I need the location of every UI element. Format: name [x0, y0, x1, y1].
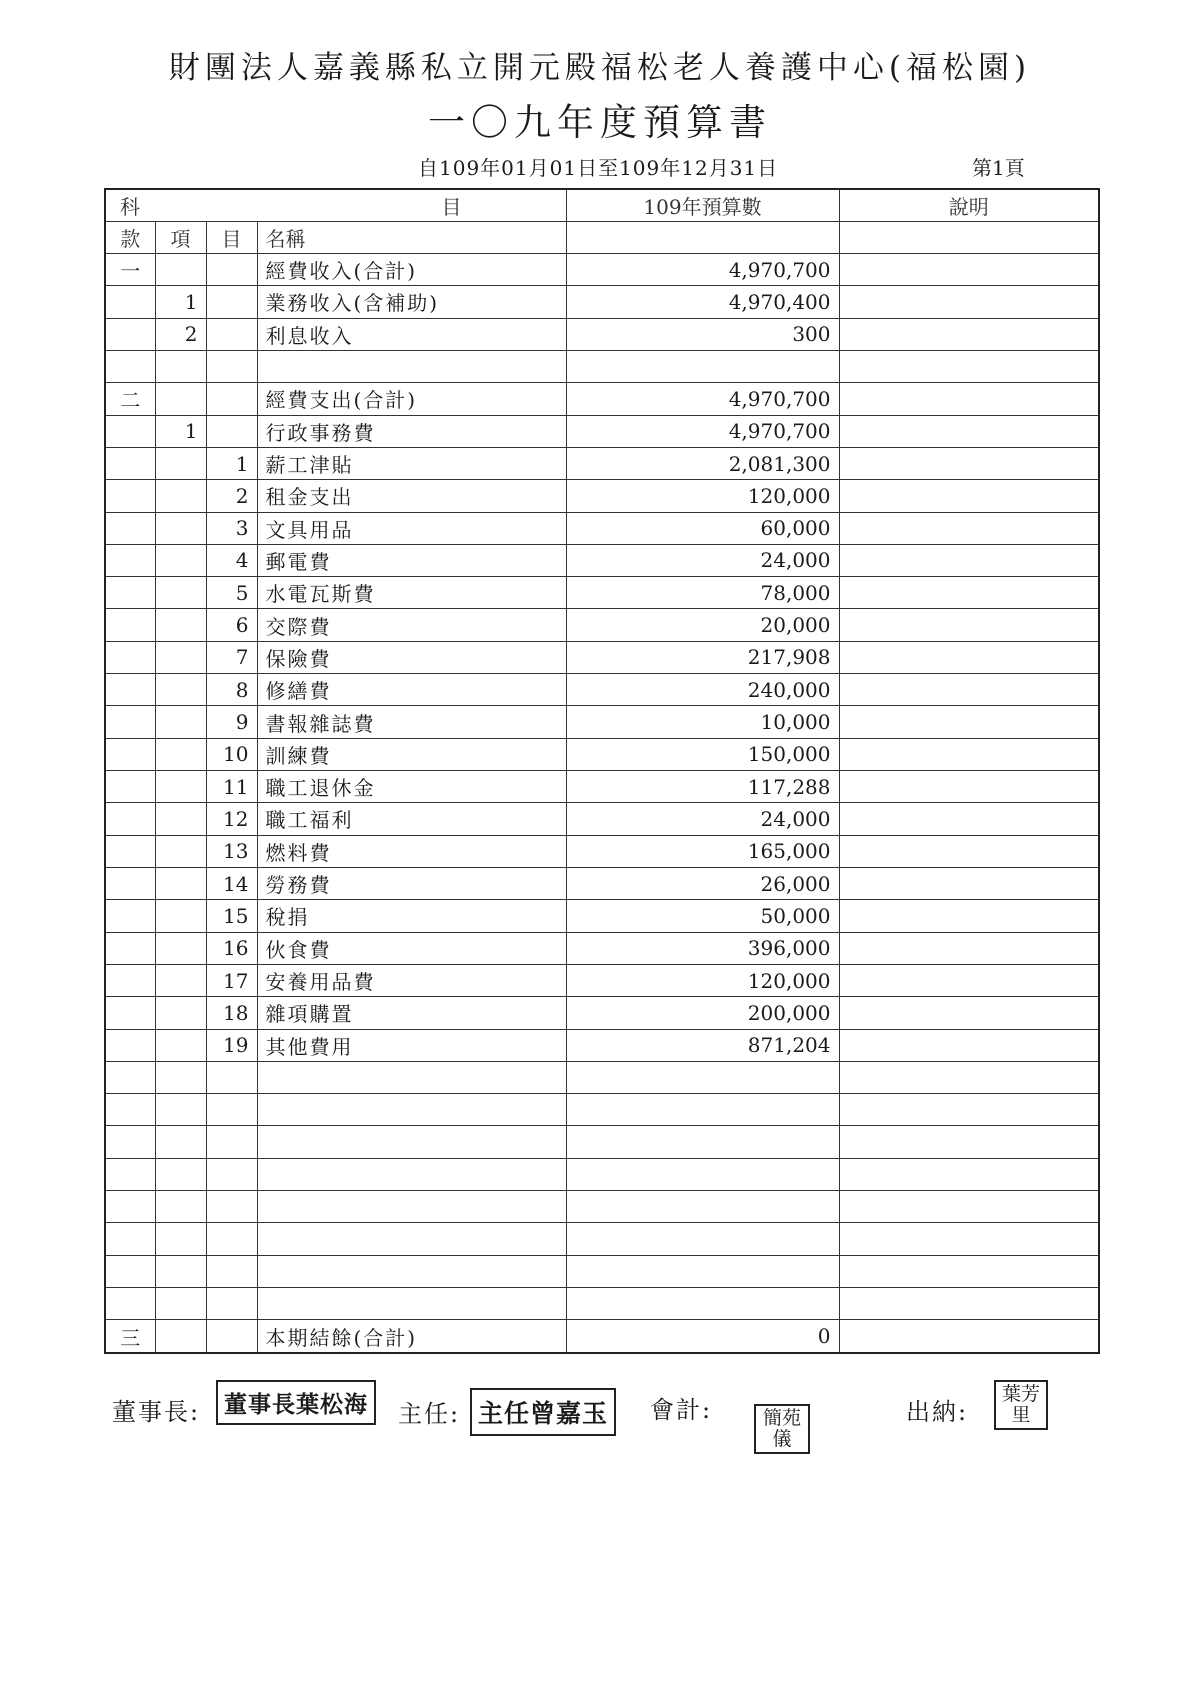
- amount-cell: [566, 1158, 839, 1190]
- note-cell: [839, 415, 1099, 447]
- table-row: [105, 577, 1099, 609]
- table-row: [105, 415, 1099, 447]
- table-row: [105, 1158, 1099, 1190]
- note-cell: [839, 867, 1099, 899]
- table-subheader-row: [105, 222, 1099, 254]
- amount-cell: 0: [566, 1320, 839, 1353]
- table-row: [105, 1320, 1099, 1353]
- amount-cell: [566, 1288, 839, 1320]
- amount-cell: 24,000: [566, 544, 839, 576]
- note-cell: [839, 1288, 1099, 1320]
- table-row: [105, 544, 1099, 576]
- table-row: [105, 1288, 1099, 1320]
- table-row: [105, 867, 1099, 899]
- name-cell: 保險費: [257, 641, 566, 673]
- table-row: [105, 706, 1099, 738]
- mu-cell: [206, 383, 257, 415]
- kuan-cell: [105, 447, 155, 479]
- amount-cell: 78,000: [566, 577, 839, 609]
- note-cell: [839, 577, 1099, 609]
- mu-cell: 5: [206, 577, 257, 609]
- kuan-cell: [105, 1288, 155, 1320]
- table-row: [105, 1255, 1099, 1287]
- xiang-cell: [155, 577, 206, 609]
- director-label: 主任:: [398, 1400, 461, 1428]
- mu-cell: [206, 1223, 257, 1255]
- subject-header-left: 科: [120, 195, 140, 219]
- kuan-cell: [105, 641, 155, 673]
- note-cell: [839, 738, 1099, 770]
- mu-cell: 19: [206, 1029, 257, 1061]
- name-cell: 職工退休金: [257, 771, 566, 803]
- mu-cell: 7: [206, 641, 257, 673]
- kuan-cell: [105, 1126, 155, 1158]
- table-row: [105, 286, 1099, 318]
- xiang-cell: [155, 674, 206, 706]
- xiang-cell: [155, 1223, 206, 1255]
- xiang-cell: [155, 480, 206, 512]
- table-row: [105, 447, 1099, 479]
- xiang-cell: 1: [155, 415, 206, 447]
- name-cell: 其他費用: [257, 1029, 566, 1061]
- xiang-cell: [155, 1029, 206, 1061]
- kuan-cell: [105, 1191, 155, 1223]
- subject-header-right: 目: [441, 195, 462, 219]
- name-cell: 稅捐: [257, 900, 566, 932]
- name-cell: [257, 1158, 566, 1190]
- mu-header: 目: [206, 222, 257, 254]
- cashier-stamp: 葉芳里: [994, 1380, 1048, 1430]
- name-cell: [257, 1288, 566, 1320]
- note-cell: [839, 641, 1099, 673]
- xiang-cell: 2: [155, 318, 206, 350]
- mu-cell: [206, 1126, 257, 1158]
- note-cell: [839, 1029, 1099, 1061]
- amount-cell: 117,288: [566, 771, 839, 803]
- name-cell: 業務收入(含補助): [257, 286, 566, 318]
- note-cell: [839, 350, 1099, 382]
- kuan-cell: [105, 512, 155, 544]
- xiang-cell: [155, 350, 206, 382]
- amount-cell: [566, 1191, 839, 1223]
- mu-cell: [206, 1158, 257, 1190]
- xiang-cell: 1: [155, 286, 206, 318]
- name-cell: 行政事務費: [257, 415, 566, 447]
- mu-cell: [206, 415, 257, 447]
- note-cell: [839, 512, 1099, 544]
- accountant-label: 會計:: [650, 1396, 713, 1424]
- note-cell: [839, 900, 1099, 932]
- xiang-cell: [155, 641, 206, 673]
- name-cell: 伙食費: [257, 932, 566, 964]
- mu-cell: [206, 1191, 257, 1223]
- kuan-cell: [105, 609, 155, 641]
- amount-cell: 150,000: [566, 738, 839, 770]
- accountant-stamp: 簡苑儀: [754, 1404, 810, 1454]
- organization-name: 財團法人嘉義縣私立開元殿福松老人養護中心(福松園): [168, 50, 1032, 86]
- xiang-cell: [155, 771, 206, 803]
- budget-header: 109年預算數: [566, 189, 839, 222]
- mu-cell: [206, 350, 257, 382]
- xiang-cell: [155, 1288, 206, 1320]
- amount-cell: 300: [566, 318, 839, 350]
- mu-cell: 8: [206, 674, 257, 706]
- note-cell: [839, 997, 1099, 1029]
- note-cell: [839, 318, 1099, 350]
- table-row: [105, 641, 1099, 673]
- name-cell: 水電瓦斯費: [257, 577, 566, 609]
- name-cell: 燃料費: [257, 835, 566, 867]
- note-cell: [839, 1061, 1099, 1093]
- name-header: 名稱: [257, 222, 566, 254]
- note-cell: [839, 1191, 1099, 1223]
- mu-cell: [206, 1061, 257, 1093]
- name-cell: [257, 1126, 566, 1158]
- amount-cell: 200,000: [566, 997, 839, 1029]
- xiang-cell: [155, 706, 206, 738]
- xiang-cell: [155, 997, 206, 1029]
- table-row: [105, 932, 1099, 964]
- mu-cell: [206, 1320, 257, 1353]
- table-row: [105, 350, 1099, 382]
- amount-cell: 871,204: [566, 1029, 839, 1061]
- kuan-cell: [105, 544, 155, 576]
- kuan-cell: [105, 480, 155, 512]
- table-row: [105, 1029, 1099, 1061]
- amount-cell: 4,970,400: [566, 286, 839, 318]
- note-cell: [839, 674, 1099, 706]
- mu-cell: [206, 1255, 257, 1287]
- amount-cell: 4,970,700: [566, 383, 839, 415]
- mu-cell: [206, 1094, 257, 1126]
- note-cell: [839, 1094, 1099, 1126]
- amount-cell: 10,000: [566, 706, 839, 738]
- kuan-cell: 一: [105, 254, 155, 286]
- chairman-label: 董事長:: [112, 1398, 201, 1426]
- budget-period: 自109年01月01日至109年12月31日: [418, 156, 779, 180]
- table-row: [105, 254, 1099, 286]
- mu-cell: 1: [206, 447, 257, 479]
- xiang-cell: [155, 544, 206, 576]
- note-subheader-empty: [839, 222, 1099, 254]
- amount-cell: [566, 1223, 839, 1255]
- kuan-cell: [105, 350, 155, 382]
- amount-cell: 26,000: [566, 867, 839, 899]
- table-row: [105, 1223, 1099, 1255]
- xiang-cell: [155, 254, 206, 286]
- kuan-cell: [105, 1029, 155, 1061]
- table-row: [105, 803, 1099, 835]
- table-row: [105, 835, 1099, 867]
- table-row: [105, 1094, 1099, 1126]
- kuan-cell: [105, 1061, 155, 1093]
- kuan-header: 款: [105, 222, 155, 254]
- kuan-cell: [105, 318, 155, 350]
- amount-cell: 120,000: [566, 964, 839, 996]
- note-cell: [839, 1223, 1099, 1255]
- kuan-cell: [105, 706, 155, 738]
- amount-cell: 396,000: [566, 932, 839, 964]
- kuan-cell: [105, 1158, 155, 1190]
- xiang-cell: [155, 835, 206, 867]
- amount-cell: 2,081,300: [566, 447, 839, 479]
- amount-cell: 20,000: [566, 609, 839, 641]
- kuan-cell: 三: [105, 1320, 155, 1353]
- xiang-cell: [155, 1191, 206, 1223]
- kuan-cell: [105, 1223, 155, 1255]
- kuan-cell: [105, 835, 155, 867]
- note-cell: [839, 383, 1099, 415]
- note-cell: [839, 544, 1099, 576]
- note-cell: [839, 706, 1099, 738]
- name-cell: 安養用品費: [257, 964, 566, 996]
- name-cell: [257, 1094, 566, 1126]
- amount-cell: 217,908: [566, 641, 839, 673]
- xiang-cell: [155, 1255, 206, 1287]
- subject-header: [105, 189, 566, 222]
- name-cell: 本期結餘(合計): [257, 1320, 566, 1353]
- mu-cell: [206, 1288, 257, 1320]
- name-cell: 交際費: [257, 609, 566, 641]
- xiang-cell: [155, 803, 206, 835]
- name-cell: 文具用品: [257, 512, 566, 544]
- xiang-cell: [155, 900, 206, 932]
- name-cell: 經費支出(合計): [257, 383, 566, 415]
- table-row: [105, 900, 1099, 932]
- note-cell: [839, 1158, 1099, 1190]
- name-cell: 書報雜誌費: [257, 706, 566, 738]
- note-header: 說明: [839, 189, 1099, 222]
- table-row: [105, 512, 1099, 544]
- amount-cell: 60,000: [566, 512, 839, 544]
- xiang-cell: [155, 932, 206, 964]
- mu-cell: 18: [206, 997, 257, 1029]
- table-row: [105, 674, 1099, 706]
- note-cell: [839, 835, 1099, 867]
- table-row: [105, 480, 1099, 512]
- kuan-cell: [105, 286, 155, 318]
- mu-cell: 3: [206, 512, 257, 544]
- mu-cell: 2: [206, 480, 257, 512]
- xiang-cell: [155, 1094, 206, 1126]
- amount-cell: 4,970,700: [566, 415, 839, 447]
- note-cell: [839, 932, 1099, 964]
- name-cell: [257, 1061, 566, 1093]
- mu-cell: 13: [206, 835, 257, 867]
- kuan-cell: [105, 1255, 155, 1287]
- kuan-cell: [105, 997, 155, 1029]
- page-number: 第1頁: [972, 156, 1025, 180]
- name-cell: 雜項購置: [257, 997, 566, 1029]
- note-cell: [839, 286, 1099, 318]
- mu-cell: 4: [206, 544, 257, 576]
- note-cell: [839, 1320, 1099, 1353]
- kuan-cell: [105, 415, 155, 447]
- note-cell: [839, 1255, 1099, 1287]
- note-cell: [839, 1126, 1099, 1158]
- mu-cell: 10: [206, 738, 257, 770]
- amount-cell: 165,000: [566, 835, 839, 867]
- mu-cell: 15: [206, 900, 257, 932]
- name-cell: 職工福利: [257, 803, 566, 835]
- mu-cell: [206, 318, 257, 350]
- name-cell: 修繕費: [257, 674, 566, 706]
- xiang-cell: [155, 447, 206, 479]
- kuan-cell: [105, 1094, 155, 1126]
- table-row: [105, 771, 1099, 803]
- mu-cell: [206, 254, 257, 286]
- xiang-cell: [155, 1061, 206, 1093]
- cashier-label: 出納:: [906, 1398, 969, 1426]
- amount-cell: 4,970,700: [566, 254, 839, 286]
- name-cell: [257, 1191, 566, 1223]
- kuan-cell: [105, 900, 155, 932]
- kuan-cell: 二: [105, 383, 155, 415]
- xiang-cell: [155, 1126, 206, 1158]
- note-cell: [839, 447, 1099, 479]
- amount-cell: 240,000: [566, 674, 839, 706]
- xiang-cell: [155, 512, 206, 544]
- xiang-cell: [155, 964, 206, 996]
- note-cell: [839, 803, 1099, 835]
- mu-cell: 12: [206, 803, 257, 835]
- table-row: [105, 964, 1099, 996]
- director-stamp: 主任曾嘉玉: [470, 1388, 616, 1436]
- table-row: [105, 1061, 1099, 1093]
- xiang-header: 項: [155, 222, 206, 254]
- table-row: [105, 383, 1099, 415]
- amount-cell: 50,000: [566, 900, 839, 932]
- note-cell: [839, 480, 1099, 512]
- note-cell: [839, 254, 1099, 286]
- name-cell: 郵電費: [257, 544, 566, 576]
- amount-cell: [566, 1126, 839, 1158]
- kuan-cell: [105, 771, 155, 803]
- xiang-cell: [155, 1320, 206, 1353]
- amount-cell: [566, 1094, 839, 1126]
- amount-cell: [566, 1255, 839, 1287]
- note-cell: [839, 964, 1099, 996]
- table-row: [105, 318, 1099, 350]
- table-row: [105, 1191, 1099, 1223]
- kuan-cell: [105, 577, 155, 609]
- budget-table: [104, 188, 1100, 1354]
- mu-cell: 9: [206, 706, 257, 738]
- table-row: [105, 738, 1099, 770]
- note-cell: [839, 771, 1099, 803]
- mu-cell: 6: [206, 609, 257, 641]
- kuan-cell: [105, 964, 155, 996]
- kuan-cell: [105, 932, 155, 964]
- table-row: [105, 1126, 1099, 1158]
- name-cell: [257, 350, 566, 382]
- xiang-cell: [155, 383, 206, 415]
- name-cell: 經費收入(合計): [257, 254, 566, 286]
- name-cell: 利息收入: [257, 318, 566, 350]
- chairman-stamp: 董事長葉松海: [216, 1380, 376, 1425]
- name-cell: 訓練費: [257, 738, 566, 770]
- amount-cell: 120,000: [566, 480, 839, 512]
- budget-subheader-empty: [566, 222, 839, 254]
- kuan-cell: [105, 867, 155, 899]
- xiang-cell: [155, 738, 206, 770]
- mu-cell: 14: [206, 867, 257, 899]
- signature-area: [0, 1378, 1200, 1488]
- name-cell: 薪工津貼: [257, 447, 566, 479]
- mu-cell: 17: [206, 964, 257, 996]
- mu-cell: [206, 286, 257, 318]
- kuan-cell: [105, 738, 155, 770]
- table-row: [105, 609, 1099, 641]
- name-cell: 勞務費: [257, 867, 566, 899]
- name-cell: 租金支出: [257, 480, 566, 512]
- mu-cell: 16: [206, 932, 257, 964]
- mu-cell: 11: [206, 771, 257, 803]
- document-title: 一〇九年度預算書: [428, 101, 772, 144]
- xiang-cell: [155, 609, 206, 641]
- xiang-cell: [155, 1158, 206, 1190]
- budget-rows: [105, 254, 1099, 1354]
- xiang-cell: [155, 867, 206, 899]
- kuan-cell: [105, 803, 155, 835]
- table-row: [105, 997, 1099, 1029]
- name-cell: [257, 1223, 566, 1255]
- kuan-cell: [105, 674, 155, 706]
- amount-cell: [566, 350, 839, 382]
- name-cell: [257, 1255, 566, 1287]
- amount-cell: [566, 1061, 839, 1093]
- table-header-row: [105, 189, 1099, 222]
- note-cell: [839, 609, 1099, 641]
- amount-cell: 24,000: [566, 803, 839, 835]
